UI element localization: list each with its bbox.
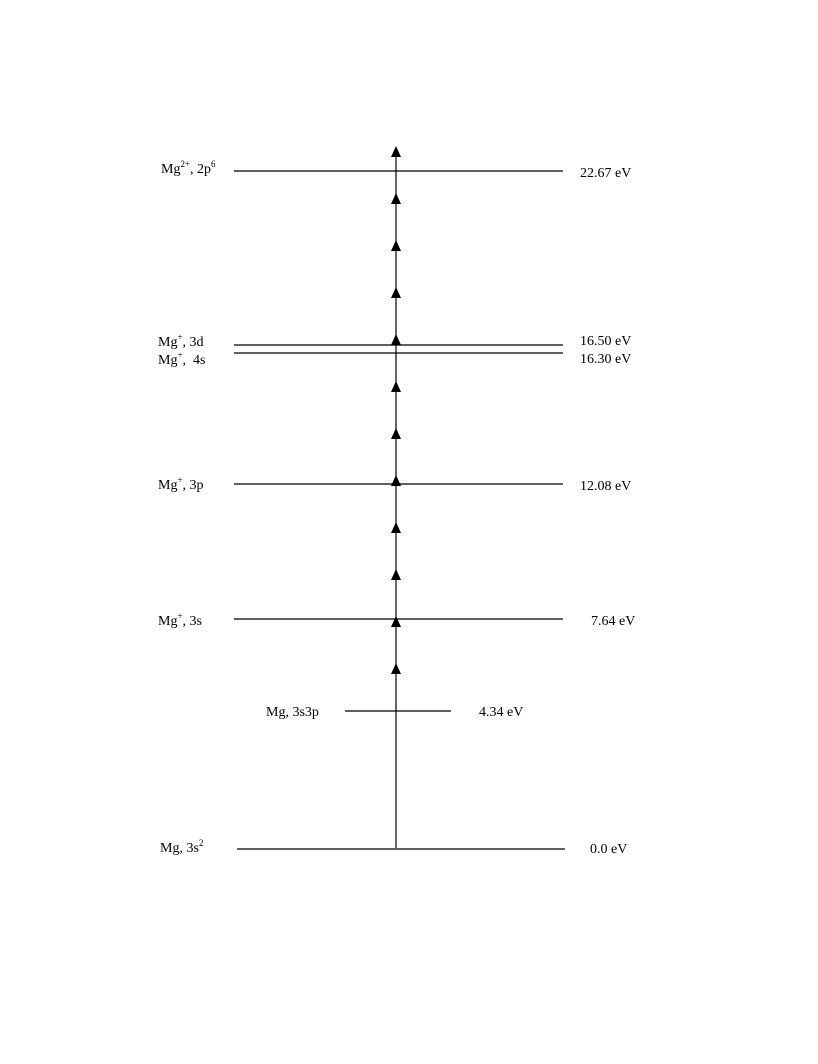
state-label: $Mg^{2+}$, $2p^6$ bbox=[161, 159, 216, 177]
photon-arrowhead bbox=[391, 381, 401, 392]
photon-arrowhead bbox=[391, 240, 401, 251]
state-label: Mg+, 3d bbox=[158, 332, 204, 350]
state-label: Mg, 3s3p bbox=[266, 705, 319, 720]
photon-arrowhead bbox=[391, 287, 401, 298]
energy-label: 7.64 eV bbox=[591, 614, 636, 629]
energy-label: 4.34 eV bbox=[479, 705, 524, 720]
state-label: Mg+, 3p bbox=[158, 475, 204, 493]
photon-arrowhead bbox=[391, 428, 401, 439]
state-label: Mg+, 4s bbox=[158, 350, 206, 368]
energy-label: 0.0 eV bbox=[590, 842, 628, 857]
photon-arrowhead bbox=[391, 334, 401, 345]
level-mg-3s3p bbox=[266, 705, 523, 720]
level-mg-3s2 bbox=[160, 838, 627, 857]
photon-arrowhead bbox=[391, 146, 401, 157]
photon-arrowhead bbox=[391, 569, 401, 580]
photon-arrowhead bbox=[391, 616, 401, 627]
photon-arrowhead bbox=[391, 193, 401, 204]
photon-arrowhead bbox=[391, 522, 401, 533]
energy-label: 16.30 eV bbox=[580, 352, 632, 367]
energy-label: 16.50 eV bbox=[580, 334, 632, 349]
photon-arrowhead bbox=[391, 475, 401, 486]
level-mgp-4s bbox=[158, 350, 631, 368]
state-label: Mg+, 3s bbox=[158, 611, 202, 629]
energy-label: 12.08 eV bbox=[580, 479, 632, 494]
energy-label: 22.67 eV bbox=[580, 166, 632, 181]
photon-arrowhead bbox=[391, 663, 401, 674]
state-label: Mg, $3s^2$ bbox=[160, 838, 204, 856]
